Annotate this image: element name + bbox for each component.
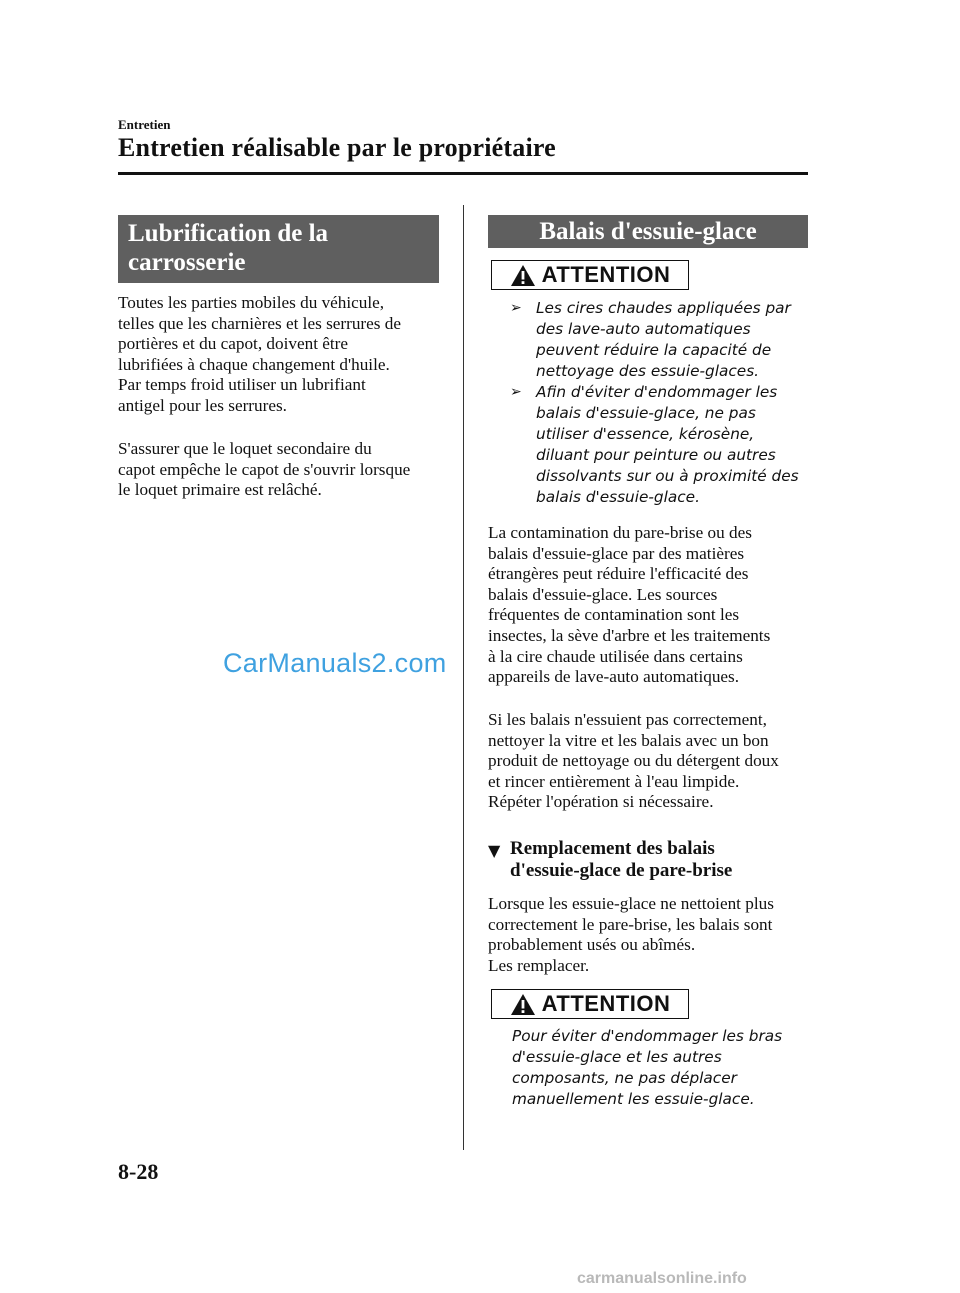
text-line: appareils de lave-auto automatiques. [488,667,740,687]
text-line: lubrifiées à chaque changement d'huile. [118,354,390,374]
text-line: Si les balais n'essuient pas correctement, [488,710,767,729]
attention-box-1 [491,260,689,290]
text-line: La contamination du pare-brise ou des [488,523,752,542]
section-title-line: Lubrification de la [128,220,329,247]
text-line: Afin d'éviter d'endommager les [536,383,778,401]
text-line: correctement le pare-brise, les balais sont [488,914,773,934]
text-line: balais d'essuie-glace. Les sources [488,584,718,604]
text-line: Répéter l'opération si nécessaire. [488,792,714,812]
text-line: et rincer entièrement à l'eau limpide. [488,771,740,791]
text-line: d'essuie-glace et les autres [512,1048,722,1066]
text-line: Les cires chaudes appliquées par [536,299,791,317]
attention-1-bullets [510,298,810,508]
subsection-heading-remplacement [488,838,808,882]
text-line: balais d'essuie-glace par des matières [488,543,745,563]
text-line: nettoyer la vitre et les balais avec un bon [488,730,769,750]
text-line: Toutes les parties mobiles du véhicule, [118,293,385,312]
list-item [510,298,810,382]
arrow-bullet-icon: ➢ [510,384,522,400]
warning-triangle-icon [510,264,536,287]
text-line: manuellement les essuie-glace. [512,1090,755,1108]
text-line: balais d'essuie-glace. [536,488,700,506]
text-line: des lave-auto automatiques [536,320,751,338]
paragraph-remplacement [488,894,813,976]
list-item [510,382,810,508]
attention-box-2 [491,989,689,1019]
text-line: insectes, la sève d'arbre et les traitements [488,625,771,645]
triangle-down-icon: ▼ [488,841,501,860]
paragraph-nettoyage [488,710,813,813]
text-line: le loquet primaire est relâché. [118,480,322,500]
page-number: 8-28 [118,1159,159,1184]
text-line: antigel pour les serrures. [118,395,287,415]
watermark-carmanuals2: CarManuals2.com [223,648,447,678]
text-line: nettoyage des essuie-glaces. [536,362,760,380]
text-line: S'assurer que le loquet secondaire du [118,439,372,458]
header-rule [118,172,808,175]
text-line: Les remplacer. [488,955,590,975]
paragraph-contamination [488,523,813,688]
attention-label: ATTENTION [541,262,671,287]
text-line: diluant pour peinture ou autres [536,446,776,464]
subsection-title-line: Remplacement des balais [510,838,715,859]
text-line: à la cire chaude utilisée dans certains [488,646,743,666]
text-line: dissolvants sur ou à proximité des [536,467,799,485]
text-line: telles que les charnières et les serrures de [118,313,401,333]
section-title-line: carrosserie [128,249,246,276]
section-title-balais: Balais d'essuie-glace [488,215,808,248]
text-line: peuvent réduire la capacité de [536,341,772,359]
page-title: Entretien réalisable par le propriétaire [118,133,556,162]
chapter-label: Entretien [118,117,171,132]
text-line: capot empêche le capot de s'ouvrir lorsque [118,459,411,479]
warning-triangle-icon [510,993,536,1016]
attention-label: ATTENTION [541,991,671,1016]
paragraph-loquet [118,439,448,501]
text-line: composants, ne pas déplacer [512,1069,737,1087]
section-title-lubrification [118,215,439,283]
text-line: étrangères peut réduire l'efficacité des [488,564,749,584]
arrow-bullet-icon: ➢ [510,300,522,316]
paragraph-lubrification [118,293,448,417]
column-divider [463,205,464,1150]
text-line: fréquentes de contamination sont les [488,605,740,625]
text-line: Pour éviter d'endommager les bras [512,1027,783,1045]
text-line: utiliser d'essence, kérosène, [536,425,755,443]
footer-watermark: carmanualsonline.info [577,1270,747,1287]
text-line: Par temps froid utiliser un lubrifiant [118,375,366,395]
text-line: balais d'essuie-glace, ne pas [536,404,756,422]
attention-2-text [512,1026,802,1110]
text-line: Lorsque les essuie-glace ne nettoient plus [488,894,774,913]
text-line: portières et du capot, doivent être [118,334,349,354]
text-line: produit de nettoyage ou du détergent doux [488,751,779,771]
subsection-title-line: d'essuie-glace de pare-brise [510,860,733,881]
text-line: probablement usés ou abîmés. [488,935,696,955]
